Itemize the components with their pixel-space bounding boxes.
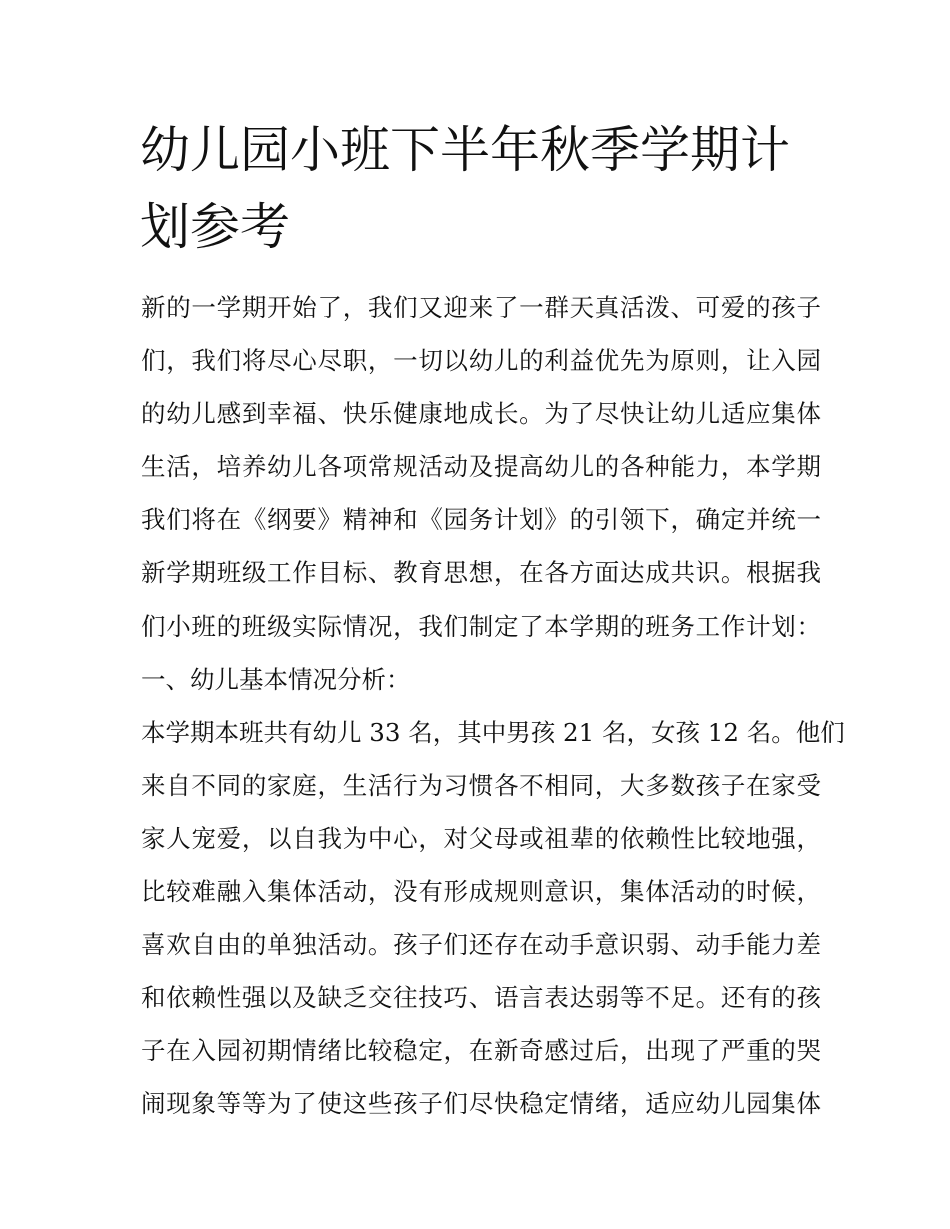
paragraph-line: 和依赖性强以及缺乏交往技巧、语言表达弱等不足。还有的孩 [141, 983, 821, 1013]
paragraph-line: 本学期本班共有幼儿 33 名，其中男孩 21 名，女孩 12 名。他们 [141, 717, 845, 747]
paragraph-line: 来自不同的家庭，生活行为习惯各不相同，大多数孩子在家受 [141, 770, 821, 800]
document-body [141, 281, 845, 1131]
paragraph-line: 我们将在《纲要》精神和《园务计划》的引领下，确定并统一 [141, 505, 821, 535]
paragraph-line: 闹现象等等为了使这些孩子们尽快稳定情绪，适应幼儿园集体 [141, 1089, 821, 1119]
paragraph-line: 喜欢自由的单独活动。孩子们还存在动手意识弱、动手能力差 [141, 930, 821, 960]
section-heading: 一、幼儿基本情况分析： [141, 664, 411, 694]
paragraph-line: 比较难融入集体活动，没有形成规则意识，集体活动的时候， [141, 877, 821, 907]
paragraph-line: 们，我们将尽心尽职，一切以幼儿的利益优先为原则，让入园 [141, 346, 821, 376]
paragraph-line: 生活，培养幼儿各项常规活动及提高幼儿的各种能力，本学期 [141, 452, 821, 482]
document-title [140, 112, 820, 266]
paragraph-line: 新学期班级工作目标、教育思想，在各方面达成共识。根据我 [141, 558, 821, 588]
paragraph-line: 的幼儿感到幸福、快乐健康地成长。为了尽快让幼儿适应集体 [141, 399, 821, 429]
title-line: 幼儿园小班下半年秋季学期计 [140, 121, 790, 179]
paragraph-line: 子在入园初期情绪比较稳定，在新奇感过后，出现了严重的哭 [141, 1036, 821, 1066]
paragraph-line: 们小班的班级实际情况，我们制定了本学期的班务工作计划： [141, 611, 821, 641]
title-line: 划参考 [140, 198, 290, 256]
paragraph-line: 新的一学期开始了，我们又迎来了一群天真活泼、可爱的孩子 [141, 293, 821, 322]
paragraph-line: 家人宠爱，以自我为中心，对父母或祖辈的依赖性比较地强， [141, 823, 821, 853]
